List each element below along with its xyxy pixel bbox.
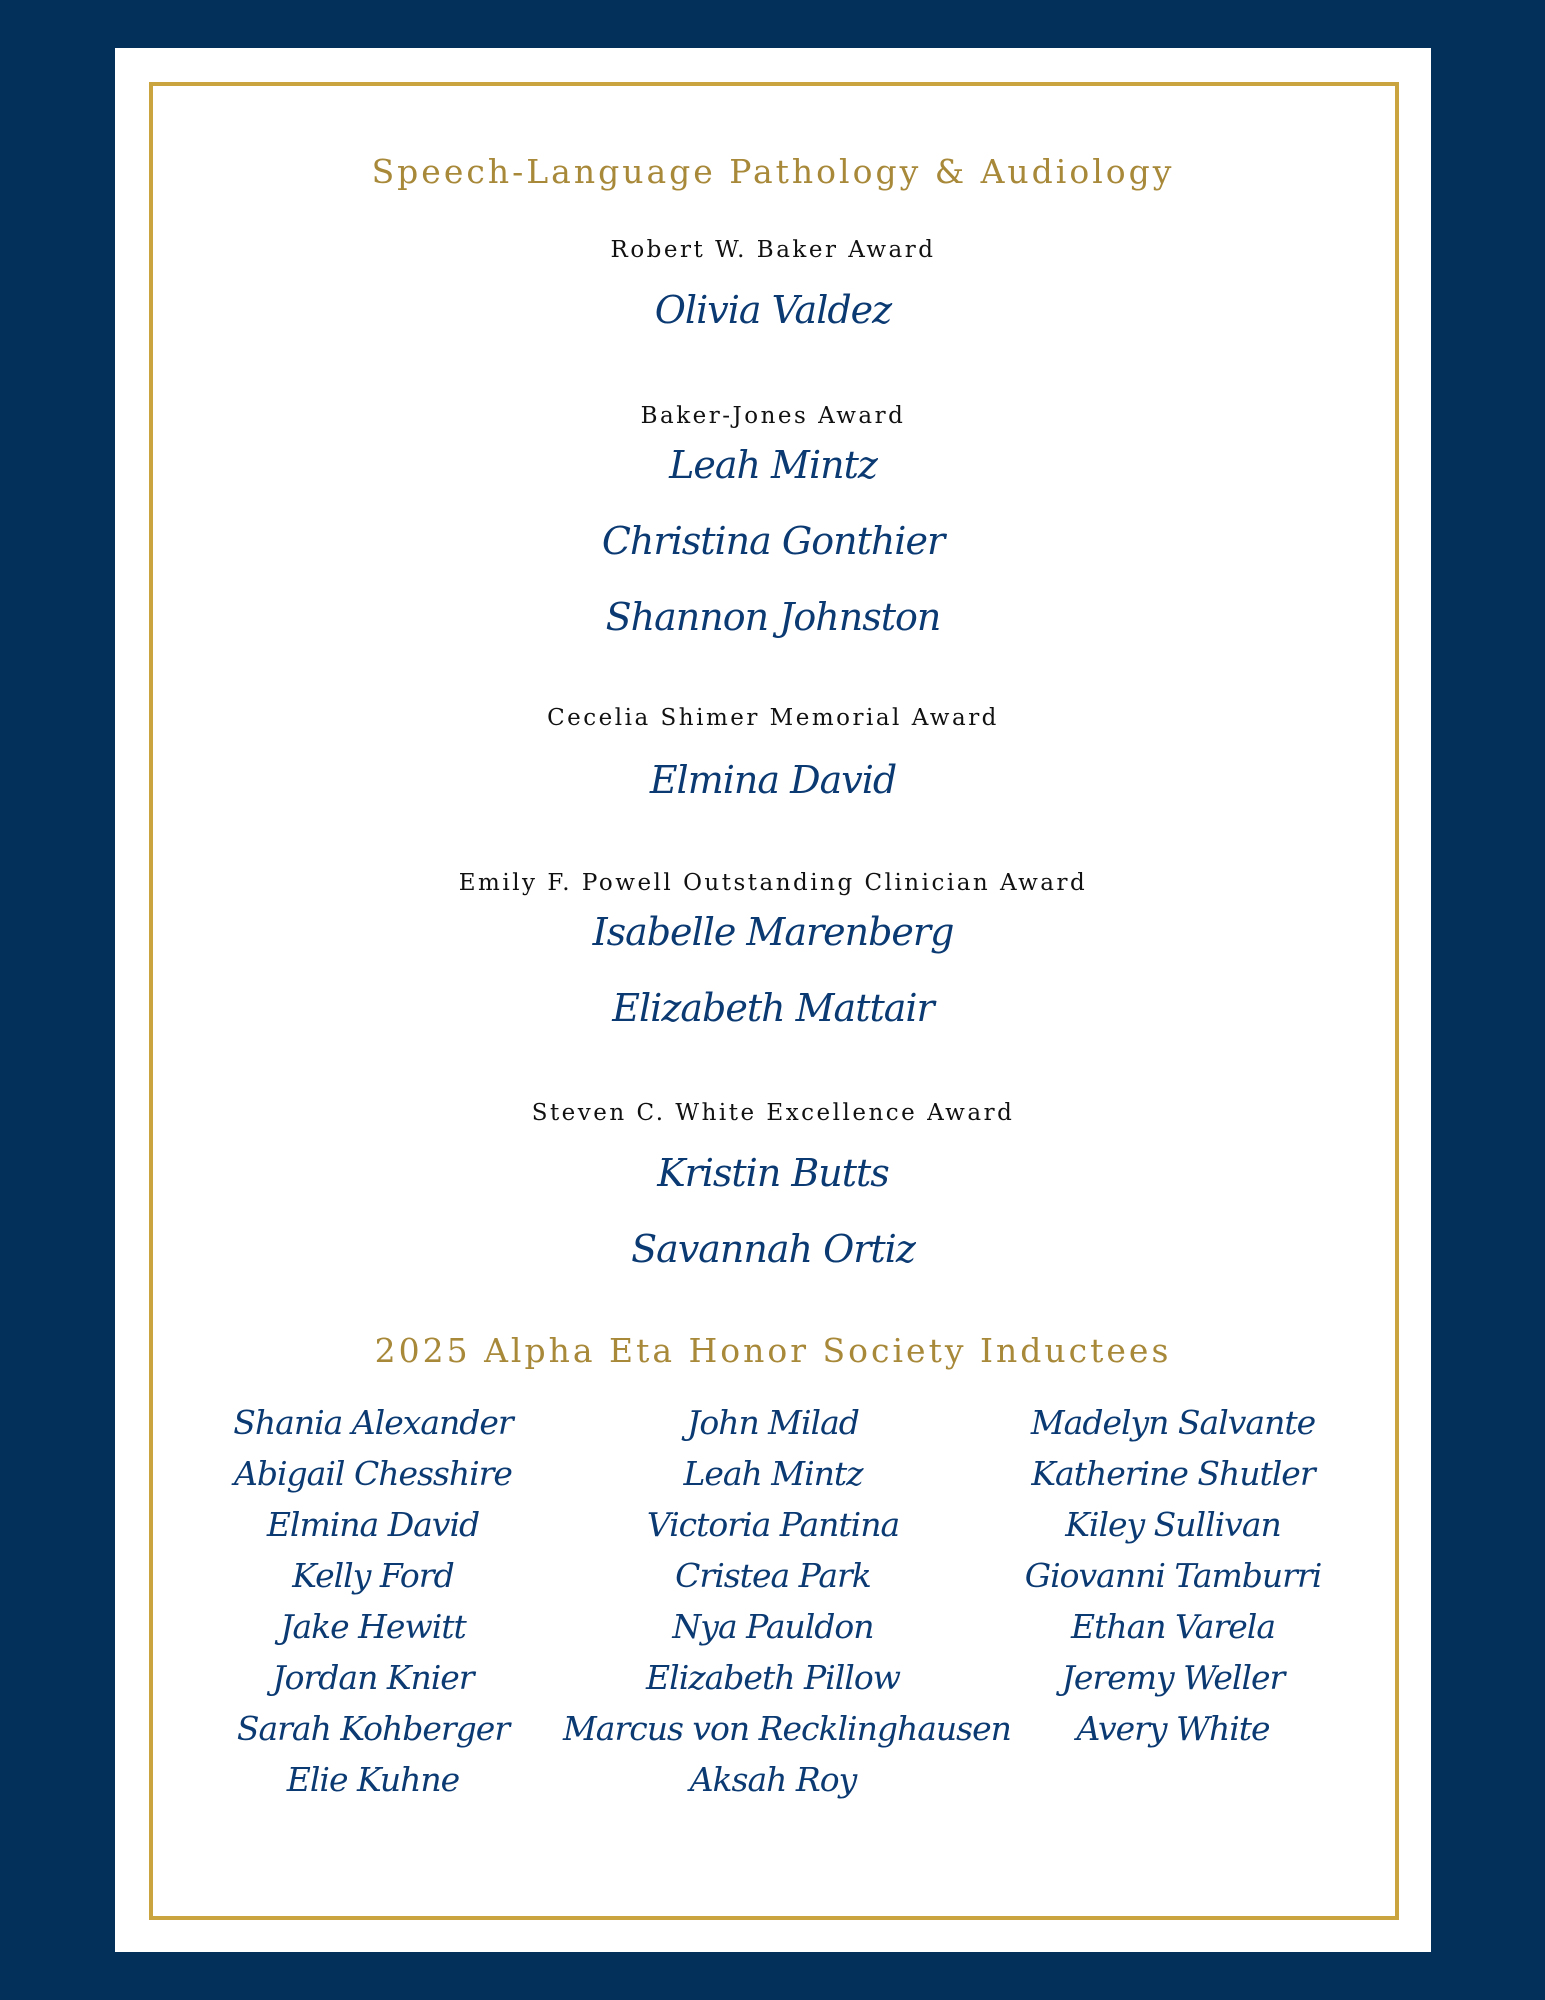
award-winner: Leah Mintz <box>669 443 877 487</box>
award-winner: Shannon Johnston <box>605 595 941 639</box>
inductee-name: Avery White <box>1076 1709 1270 1748</box>
inductee-name: Jeremy Weller <box>1061 1658 1285 1697</box>
inductee-name: Jordan Knier <box>272 1658 474 1697</box>
page-content <box>115 48 1431 1952</box>
inductee-name: Elizabeth Pillow <box>646 1658 900 1697</box>
inductee-name: John Milad <box>687 1403 859 1442</box>
inductee-name: Katherine Shutler <box>1031 1454 1315 1493</box>
award-winner: Kristin Butts <box>657 1151 889 1195</box>
award-winner: Savannah Ortiz <box>631 1227 915 1271</box>
inductee-name: Aksah Roy <box>689 1760 857 1799</box>
award-title-powell: Emily F. Powell Outstanding Clinician Award <box>458 870 1088 896</box>
inductees-column-2 <box>563 1403 1011 1853</box>
award-title-shimer: Cecelia Shimer Memorial Award <box>547 705 999 731</box>
inductee-name: Kiley Sullivan <box>1065 1505 1281 1544</box>
award-winner: Christina Gonthier <box>601 519 945 563</box>
inductee-name: Shania Alexander <box>233 1403 513 1442</box>
inductee-name: Leah Mintz <box>683 1454 863 1493</box>
inductee-name: Nya Pauldon <box>672 1607 874 1646</box>
inductee-name: Victoria Pantina <box>646 1505 900 1544</box>
inductee-name: Madelyn Salvante <box>1030 1403 1316 1442</box>
inductee-name: Kelly Ford <box>292 1556 454 1595</box>
award-winner: Olivia Valdez <box>654 288 892 332</box>
award-title-baker: Robert W. Baker Award <box>610 237 936 263</box>
inductee-name: Elmina David <box>266 1505 480 1544</box>
inductee-name: Sarah Kohberger <box>236 1709 510 1748</box>
inductee-name: Marcus von Recklinghausen <box>563 1709 1011 1748</box>
inductees-heading: 2025 Alpha Eta Honor Society Inductees <box>374 1331 1172 1370</box>
inductee-name: Giovanni Tamburri <box>1024 1556 1322 1595</box>
award-title-baker-jones: Baker-Jones Award <box>640 403 906 429</box>
inductees-column-3 <box>963 1403 1383 1853</box>
inductee-name: Ethan Varela <box>1070 1607 1276 1646</box>
page-title: Speech-Language Pathology & Audiology <box>371 152 1175 191</box>
inductee-name: Abigail Chesshire <box>234 1454 512 1493</box>
award-winner: Isabelle Marenberg <box>592 910 954 954</box>
award-winner: Elmina David <box>649 758 897 802</box>
award-winner: Elizabeth Mattair <box>612 986 934 1030</box>
inductee-name: Cristea Park <box>675 1556 871 1595</box>
inductees-column-1 <box>163 1403 583 1853</box>
inductee-name: Elie Kuhne <box>286 1760 460 1799</box>
page-sheet <box>115 48 1431 1952</box>
inductee-name: Jake Hewitt <box>280 1607 466 1646</box>
award-title-white: Steven C. White Excellence Award <box>531 1100 1015 1126</box>
